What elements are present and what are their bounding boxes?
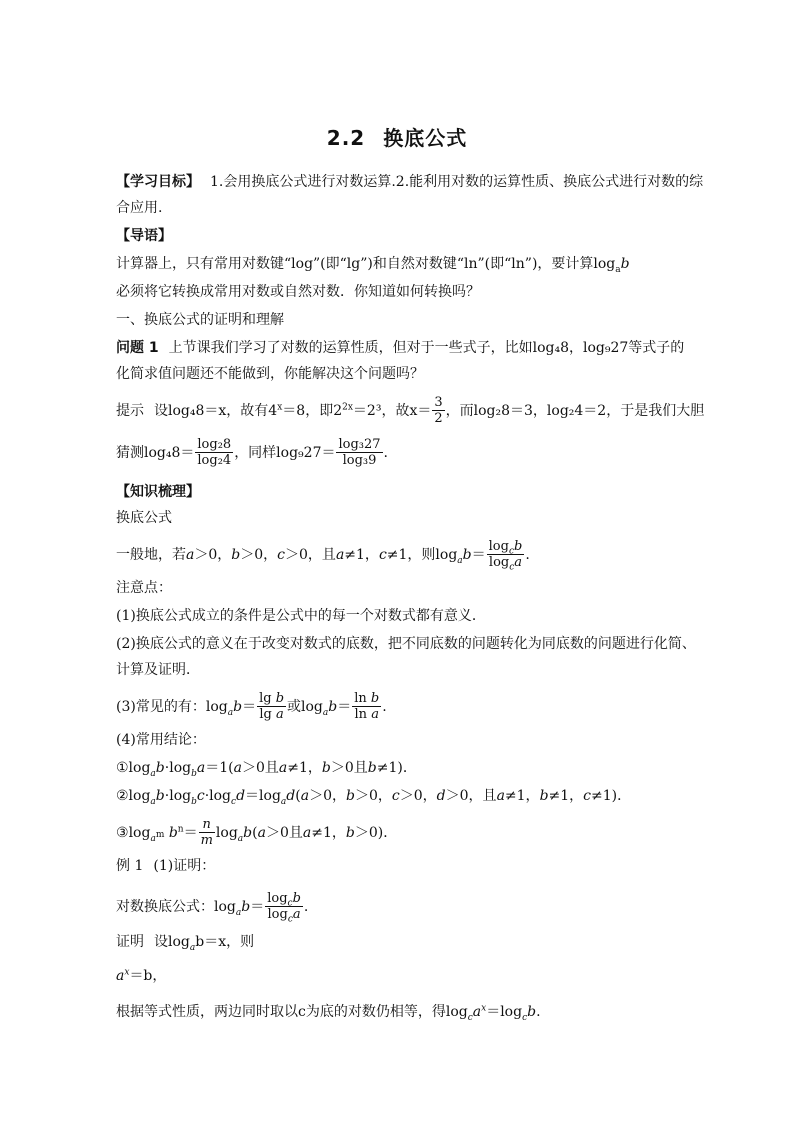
knowledge-label: 【知识梳理】 bbox=[116, 484, 200, 500]
proof-last: 根据等式性质，两边同时取以c为底的对数仍相等，得$\log_ca^x=\log_cb$. bbox=[116, 1003, 541, 1023]
guide-label: 【导语】 bbox=[116, 228, 172, 244]
objectives-line2 bbox=[116, 198, 686, 218]
fraction-numerator: log₂8 bbox=[197, 437, 232, 452]
question1-label: 问题 1 bbox=[116, 340, 159, 356]
general-formula-line: 一般地，若a＞0，b＞0，c＞0，且a≠1，c≠1，则$\log_ab=$ $\frac{\log_cb}{\log_ca}$ . bbox=[116, 539, 530, 573]
objectives-text1: 1.会用换底公式进行对数运算.2.能利用对数的运算性质、换底公式进行对数的综 bbox=[210, 174, 704, 190]
text: b＝x，则 bbox=[195, 934, 255, 950]
objectives-line1 bbox=[116, 172, 704, 192]
hint-text-a: 设log₄8＝x，故有4 bbox=[154, 403, 278, 419]
text: ＞0， bbox=[240, 547, 278, 563]
fraction-numerator: log₃27 bbox=[338, 437, 381, 452]
guide-text1: 计算器上，只有常用对数键“log”(即“lg”)和自然对数键“ln”(即“ln”)，要计算log bbox=[116, 256, 616, 272]
general-fraction: $\frac{\log_cb}{\log_ca}$ bbox=[488, 539, 523, 573]
text: 根据等式性质，两边同时取以c为底的对数仍相等，得log bbox=[116, 1004, 468, 1020]
hint-fraction bbox=[432, 396, 444, 426]
objectives-label: 【学习目标】 bbox=[116, 174, 200, 190]
conclusion-1: $①\log_ab\cdot\log_ba=1(a>0$且a≠1，b＞0且b≠1)． bbox=[116, 760, 417, 779]
hint-text-c: ＝2³，故x＝ bbox=[352, 403, 432, 419]
hint-text-b: ＝8，即2 bbox=[282, 403, 343, 419]
fraction-numerator: 3 bbox=[434, 395, 443, 410]
question1-line1 bbox=[116, 338, 686, 358]
text: ＞0， bbox=[194, 547, 232, 563]
section-title: 换底公式 bbox=[383, 126, 468, 150]
guide-var-b: b bbox=[620, 256, 630, 272]
hint-fraction-2 bbox=[336, 438, 382, 468]
example-formula: 对数换底公式：$\log_ab=$ $\frac{\log_cb}{\log_ca}$ . bbox=[116, 891, 309, 925]
fraction-denominator: 2 bbox=[434, 411, 443, 426]
text: 对数换底公式： bbox=[116, 899, 214, 915]
knowledge-heading: 换底公式 bbox=[116, 510, 172, 526]
note-2b: 计算及证明． bbox=[116, 662, 200, 678]
hint-text-g: . bbox=[383, 445, 388, 461]
conclusion-2: $②\log_ab\cdot\log_bc\cdot\log_cd=\log_ad(a>0$，b＞0，c＞0，d＞0，且a≠1，b≠1，c≠1)． bbox=[116, 788, 632, 807]
hint-text-f: ，同样log₉27＝ bbox=[234, 445, 336, 461]
guide-line1 bbox=[116, 254, 686, 274]
text: 例 1 bbox=[116, 858, 144, 874]
text: 一般地，若 bbox=[116, 547, 186, 563]
fraction: $\frac{\text{lg b}}{\text{lg a}}$ bbox=[259, 691, 285, 722]
section-heading: 一、换底公式的证明和理解 bbox=[116, 312, 284, 328]
text: (3)常见的有： bbox=[116, 699, 206, 715]
hint-fraction-1 bbox=[195, 438, 233, 468]
hint-text-d: ，而log₂8＝3，log₂4＝2，于是我们大胆 bbox=[445, 403, 705, 419]
hint-line1: 提示 设log₄8＝x，故有$4^x=8$，即$2^{2x}=2^3$，故x＝ $\frac{3}{2}$ ，而log₂8＝3，log₂4＝2，于是我们大胆 bbox=[116, 395, 705, 426]
page-title bbox=[0, 122, 794, 151]
section-number: 2.2 bbox=[326, 126, 366, 150]
text: 或 bbox=[287, 699, 302, 715]
hint-label: 提示 bbox=[116, 403, 144, 419]
text: ≠1， bbox=[344, 547, 379, 563]
fraction: $\frac{\text{ln b}}{\text{ln a}}$ bbox=[354, 691, 380, 722]
proof-line: 证明 设$\log_ab=x$，则 bbox=[116, 934, 255, 953]
text: ①log bbox=[116, 760, 151, 776]
proof-eq1: $a^x=b$， bbox=[116, 967, 167, 984]
text: (1)证明： bbox=[153, 858, 216, 874]
text: 证明 bbox=[116, 934, 144, 950]
text: ＞0，且 bbox=[285, 547, 336, 563]
hint-text-e: 猜测log₄8＝ bbox=[116, 445, 195, 461]
guide-line2: 必须将它转换成常用对数或自然对数．你知道如何转换吗？ bbox=[116, 284, 480, 300]
note-4: (4)常用结论： bbox=[116, 732, 206, 748]
text: ＝b， bbox=[129, 968, 167, 984]
question1-line2: 化简求值问题还不能做到，你能解决这个问题吗？ bbox=[116, 366, 424, 382]
text: log bbox=[488, 539, 509, 554]
note-3: (3)常见的有：$\log_ab=$ $\frac{\text{lg b}}{\text{lg a}}$ 或$\log_ab=$ $\frac{\text{ln b}}{\text{ln a}}$ . bbox=[116, 691, 387, 722]
fraction: $\frac{\log_cb}{\log_ca}$ bbox=[267, 891, 301, 925]
note-2a: (2)换底公式的意义在于改变对数式的底数，把不同底数的问题转化为同底数的问题进行化简、 bbox=[116, 636, 696, 652]
text: log bbox=[488, 555, 510, 570]
question1-text1: 上节课我们学习了对数的运算性质，但对于一些式子，比如log₄8，log₉27等式子的 bbox=[168, 340, 685, 356]
note-1: (1)换底公式成立的条件是公式中的每一个对数式都有意义． bbox=[116, 608, 486, 624]
hint-line2 bbox=[116, 438, 686, 468]
conclusion-3: $③\log_{a^m}$ $b^n=$ $\frac{n}{m}$ $\log_ab(a>0$且a≠1，b＞0)． bbox=[116, 817, 398, 848]
guide-sub-a: a bbox=[615, 264, 621, 275]
example-1 bbox=[116, 856, 686, 876]
fraction-denominator: log₂4 bbox=[197, 453, 232, 468]
objectives-text2: 合应用. bbox=[116, 200, 163, 216]
text: ≠1，则log bbox=[386, 547, 458, 563]
notes-label: 注意点： bbox=[116, 580, 172, 596]
text: 设log bbox=[154, 934, 190, 950]
text: ②log bbox=[116, 788, 151, 804]
fraction-denominator: log₃9 bbox=[342, 453, 377, 468]
fraction: $\frac{n}{m}$ bbox=[200, 817, 213, 848]
text: ③ bbox=[116, 825, 129, 841]
